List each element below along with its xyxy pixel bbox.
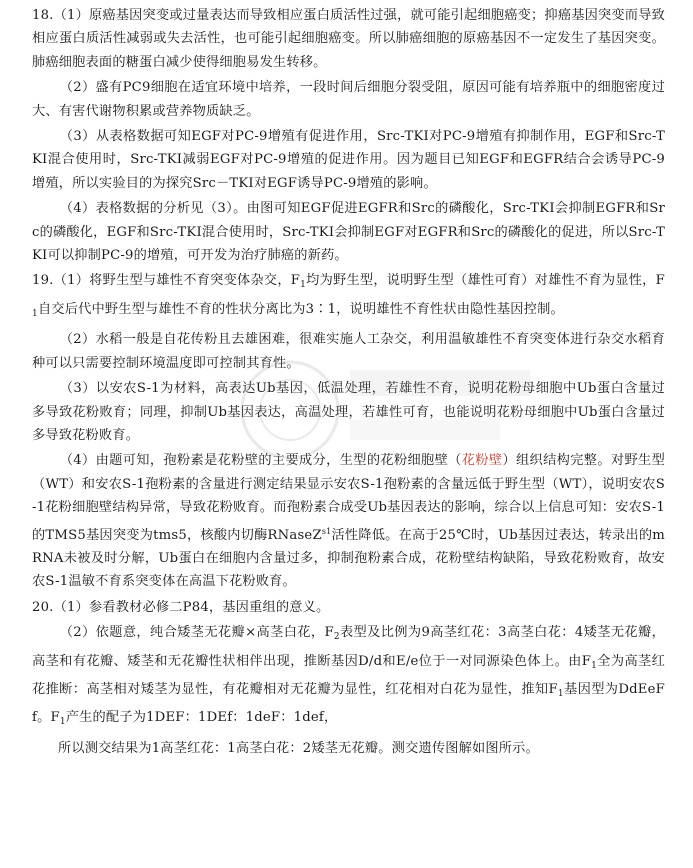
q19-part4-highlight: 花粉壁: [461, 453, 503, 469]
q19-part4: [32, 449, 665, 593]
q20-part2: [32, 621, 665, 735]
q19-part4-text-c: 活性降低。在高于25℃时，Ub基因过表达，转录出的mRNA未被及时分解，Ub蛋白在细胞内含量过多，抑制孢粉素合成，花粉壁结构缺陷，导致花粉败育，故安农S-1温敏不育系突变体在高温下花粉败育。: [32, 527, 665, 590]
q19-part1-sub2: 1: [32, 308, 38, 319]
q19-part4-text-a: （4）由题可知，孢粉素是花粉壁的主要成分，生型的花粉细胞壁（: [59, 453, 462, 469]
q20-part2-text-e: 产生的配子为1DEF：1DEf：1deF：1def，: [65, 710, 338, 726]
q19-part1-sub1: 1: [300, 280, 307, 291]
q20-part3: 所以测交结果为1高茎红花：1高茎白花：2矮茎无花瓣。测交遗传图解如图所示。: [58, 740, 539, 756]
q19-part4-sup: s1: [321, 526, 332, 536]
q19-part3: （3）以安农S-1为材料，高表达Ub基因，低温处理，若雄性不育，说明花粉母细胞中Ub蛋白含量过多导致花粉败育；同理，抑制Ub基因表达，高温处理，若雄性可育，也能说明花粉母细胞中Ub蛋白含量过多导致花粉败育。: [32, 381, 665, 443]
q20-part2-sub2: 1: [591, 660, 598, 671]
q20-part2-sub3: 1: [557, 688, 564, 699]
q20-part2-text-d: 基因型为DdEeFf。F: [32, 681, 665, 726]
q18-part2: （2）盛有PC9细胞在适宜环境中培养，一段时间后细胞分裂受阻，原因可能有培养瓶中的细胞密度过大、有害代谢物积累或营养物质缺乏。: [32, 80, 665, 119]
q19-part1-text-b: 均为野生型，说明野生型（雄性可育）对雄性不育为显性，F: [306, 273, 665, 289]
q18-part3: （3）从表格数据可知EGF对PC-9增殖有促进作用，Src-TKI对PC-9增殖有抑制作用，EGF和Src-TKI混合使用时，Src-TKI减弱EGF对PC-9增殖的促进作用。因为题目已知EGF和EGFR结合会诱导PC-9增殖，所以实验目的为探究Src－TKI对EGF诱导PC-9增殖的影响。: [32, 129, 665, 191]
q19-part4-text-b: ）组织结构完整。对野生型（WT）和安农S-1孢粉素的含量进行测定结果显示安农S-1孢粉素的含量远低于野生型（WT），说明安农S-1花粉细胞壁结构异常，导致花粉败育。而孢粉素合成受Ub基因表达的影响，综合以上信息可知：安农S-1的TMS5基因突变为tms5，核酸内切酶RNaseZ: [32, 453, 665, 543]
q18-part4: （4）表格数据的分析见（3）。由图可知EGF促进EGFR和Src的磷酸化，Src-TKI会抑制EGFR和Src的磷酸化，EGF和Src-TKI混合使用时，Src-TKI会抑制EGF对EGFR和Src的磷酸化的促进，所以Src-TKI可以抑制PC-9的增殖，可开发为治疗肺癌的新药。: [32, 201, 665, 264]
q20-part2-sub4: 1: [59, 717, 66, 728]
q20-part2-text-c: 全为高茎红花推断：高茎相对矮茎为显性，有花瓣相对无花瓣为显性，红花相对白花为显性，推知F: [32, 653, 666, 697]
q20-part1: 20.（1）参看教材必修二P84，基因重组的意义。: [32, 599, 330, 615]
q19-part2: （2）水稻一般是自花传粉且去雄困难，很难实施人工杂交，利用温敏雄性不育突变体进行杂交水稻育种可以只需要控制环境温度即可控制其育性。: [32, 332, 665, 371]
q19-part1: [32, 269, 665, 326]
q20-part2-sub1: 2: [333, 632, 340, 643]
q19-part1-text-c: 自交后代中野生型与雄性不育的性状分离比为3∶1，说明雄性不育性状由隐性基因控制。: [37, 301, 564, 317]
q19-part1-text-a: 19.（1）将野生型与雄性不育突变体杂交，F: [32, 273, 301, 289]
q20-part2-text-a: （2）依题意，纯合矮茎无花瓣×高茎白花，F: [59, 625, 334, 641]
q18-part1: 18.（1）原癌基因突变或过量表达而导致相应蛋白质活性过强，就可能引起细胞癌变；抑癌基因突变而导致相应蛋白质活性减弱或失去活性，也可能引起细胞癌变。所以肺癌细胞的原癌基因不一定发生了基因突变。肺癌细胞表面的糖蛋白减少使得细胞易发生转移。: [32, 8, 665, 70]
q20-part2-text-b: 表型及比例为9高茎红花：3高茎白花：4矮茎无花瓣，高茎和有花瓣、矮茎和无花瓣性状相伴出现，推断基因D/d和E/e位于一对同源染色体上。由F: [32, 625, 665, 669]
